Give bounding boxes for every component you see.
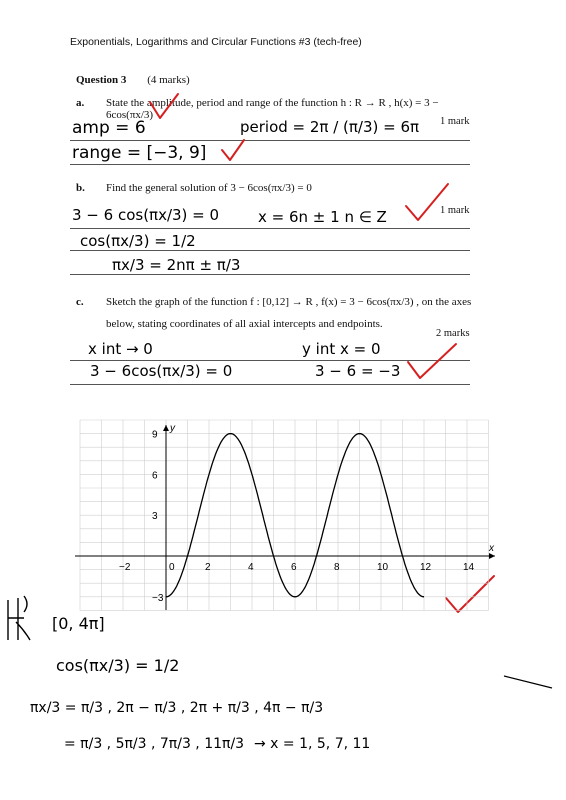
part-b-label: b. — [76, 182, 85, 194]
x-axis-label: x — [489, 543, 494, 554]
x-tick-label: 0 — [169, 562, 175, 573]
question-total-marks: (4 marks) — [147, 74, 190, 86]
handwriting-x-values: → x = 1, 5, 7, 11 — [254, 736, 371, 752]
x-tick-label: −2 — [119, 562, 131, 573]
handwriting-b-solution: x = 6n ± 1 n ∈ Z — [258, 208, 387, 226]
handwriting-range: range = [−3, 9] — [72, 143, 207, 163]
x-tick-label: 2 — [205, 562, 211, 573]
handwriting-c-yval: 3 − 6 = −3 — [315, 362, 401, 380]
x-tick-label: 8 — [334, 562, 340, 573]
quadrant-sign-sketch — [8, 596, 30, 640]
page-header: Exponentials, Logarithms and Circular Functions #3 (tech-free) — [70, 36, 362, 48]
part-a-marks: 1 mark — [440, 116, 470, 127]
part-c-marks: 2 marks — [436, 328, 470, 339]
part-c-label: c. — [76, 296, 84, 308]
x-tick-label: 6 — [291, 562, 297, 573]
part-a-label: a. — [76, 97, 85, 109]
x-tick-label: 10 — [377, 562, 389, 573]
question-number: Question 3 — [76, 74, 127, 86]
handwriting-period: period = 2π / (π/3) = 6π — [240, 118, 420, 136]
x-tick-label: 14 — [463, 562, 475, 573]
x-tick-label: 4 — [248, 562, 254, 573]
stray-line — [504, 676, 552, 688]
part-b-text: Find the general solution of 3 − 6cos(πx/3) = 0 — [106, 182, 312, 194]
handwriting-b-line1: 3 − 6 cos(πx/3) = 0 — [72, 206, 220, 224]
part-b-marks: 1 mark — [440, 205, 470, 216]
part-c-text-2: below, stating coordinates of all axial intercepts and endpoints. — [106, 318, 383, 330]
handwriting-c-yint: y int x = 0 — [302, 340, 381, 358]
handwriting-solutions: πx/3 = π/3 , 2π − π/3 , 2π + π/3 , 4π − π/3 — [30, 700, 324, 716]
handwriting-cos-eq: cos(πx/3) = 1/2 — [56, 656, 180, 675]
part-a-text: State the amplitude, period and range of the function h : R → R , h(x) = 3 − 6cos(πx/3) — [106, 97, 439, 121]
handwriting-b-line2: cos(πx/3) = 1/2 — [80, 232, 196, 250]
handwriting-b-line3: πx/3 = 2nπ ± π/3 — [112, 256, 241, 274]
handwriting-solutions-simplified: = π/3 , 5π/3 , 7π/3 , 11π/3 — [64, 736, 245, 752]
y-tick-label: 6 — [152, 470, 158, 482]
y-axis-label: y — [170, 423, 175, 434]
handwriting-amp: amp = 6 — [72, 118, 146, 138]
handwriting-c-xint: x int → 0 — [88, 340, 153, 358]
part-c-text: Sketch the graph of the function f : [0,12] → R , f(x) = 3 − 6cos(πx/3) , on the axes — [106, 296, 472, 308]
handwriting-c-eq: 3 − 6cos(πx/3) = 0 — [90, 362, 233, 380]
handwriting-domain: [0, 4π] — [52, 614, 105, 633]
x-tick-label: 12 — [420, 562, 432, 573]
y-tick-label: 9 — [152, 429, 158, 441]
y-tick-label: 3 — [152, 511, 158, 523]
y-tick-label: −3 — [152, 592, 164, 604]
